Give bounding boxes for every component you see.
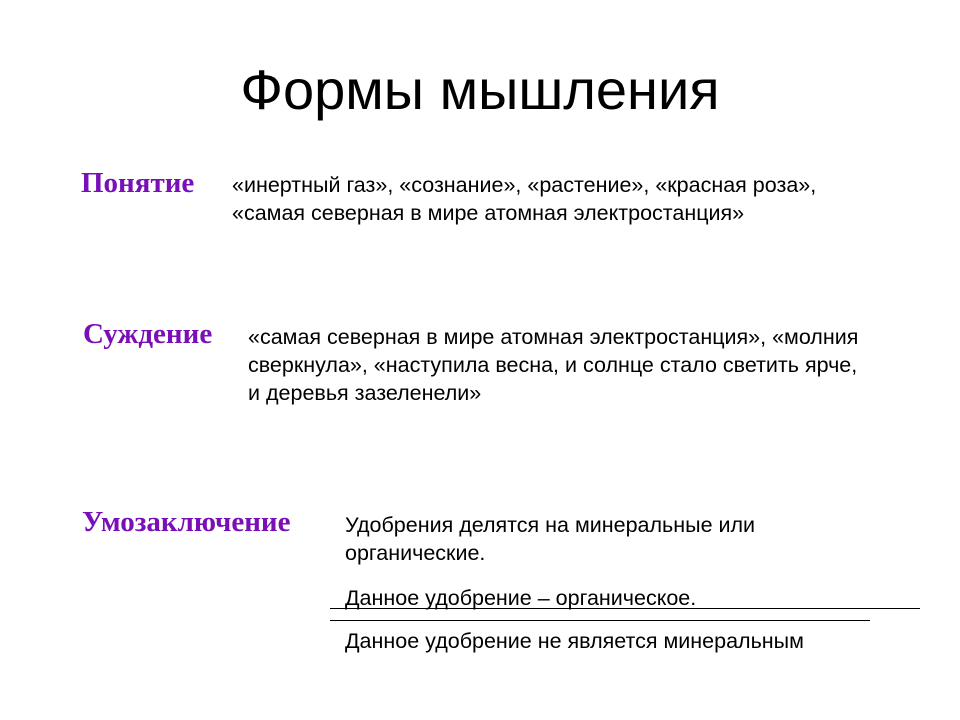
term-concept: Понятие <box>81 167 195 199</box>
judgment-examples-line: «самая северная в мире атомная электростанция», «молния <box>248 325 859 349</box>
judgment-examples <box>248 323 948 407</box>
premise-line: органические. <box>345 541 486 565</box>
term-judgment: Суждение <box>83 318 213 350</box>
judgment-examples-line: и деревья зазеленели» <box>248 381 482 405</box>
premise-line: Данное удобрение – органическое. <box>345 586 697 610</box>
premise-line: Удобрения делятся на минеральные или <box>345 513 756 537</box>
page-title: Формы мышления <box>240 58 720 121</box>
concept-examples <box>232 171 932 227</box>
inference-premise-major <box>345 511 905 567</box>
inference-rule-line <box>330 608 920 609</box>
inference-rule-line-secondary <box>330 620 870 621</box>
concept-examples-line: «инертный газ», «сознание», «растение», «красная роза», <box>232 173 817 197</box>
inference-conclusion: Данное удобрение не является минеральным <box>345 629 804 653</box>
judgment-examples-line: сверкнула», «наступила весна, и солнце стало светить ярче, <box>248 353 858 377</box>
concept-examples-line: «самая северная в мире атомная электростанция» <box>232 201 745 225</box>
term-inference: Умозаключение <box>82 506 291 538</box>
